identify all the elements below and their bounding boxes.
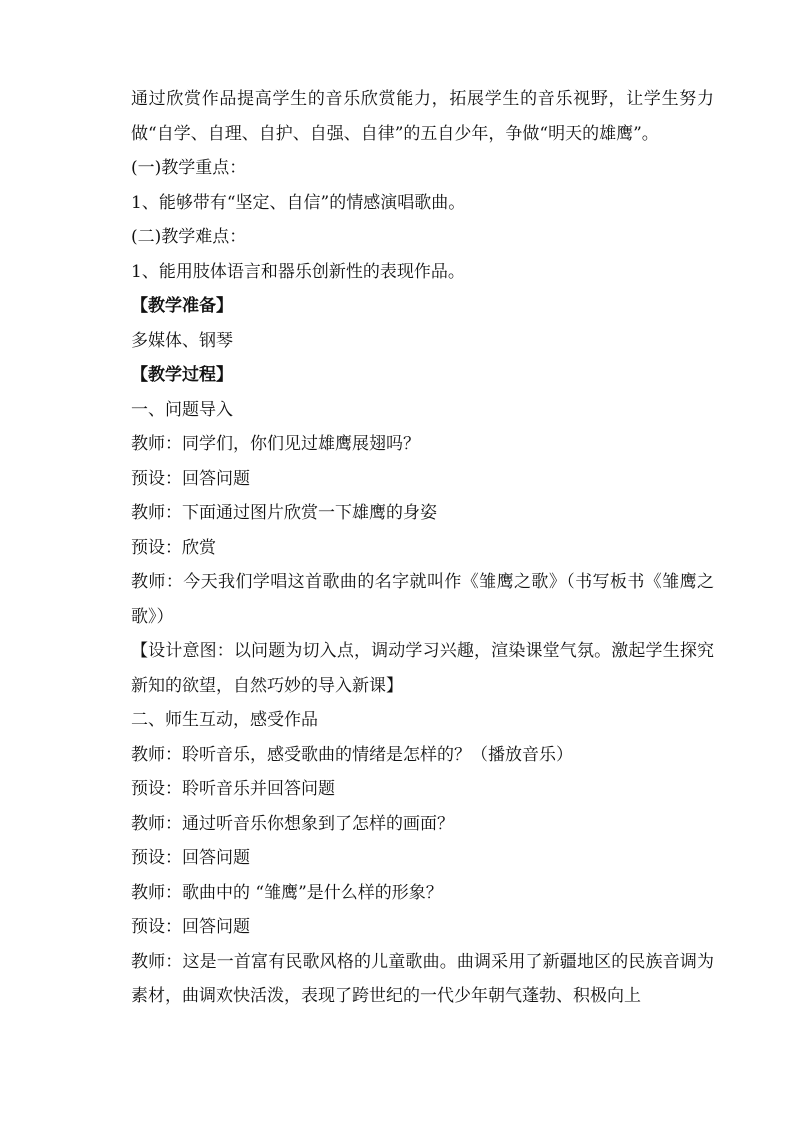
dialogue-line: 预设：回答问题	[131, 468, 250, 489]
preparation-items: 多媒体、钢琴	[131, 330, 233, 351]
dialogue-line: 教师：通过听音乐你想象到了怎样的画面？	[131, 813, 454, 834]
dialogue-line: 预设：回答问题	[131, 848, 250, 868]
heading-teaching-difficulty: (二)教学难点：	[131, 227, 247, 247]
design-intent-note: 【设计意图：以问题为切入点，调动学习兴趣，渲染课堂气氛。激起学生探究新知的欲望，自然巧妙的导入新课】	[131, 641, 714, 696]
step-heading-2: 二、师生互动，感受作品	[131, 710, 318, 730]
dialogue-line: 预设：欣赏	[131, 537, 216, 558]
difficulty-item-1: 1、能用肢体语言和器乐创新性的表现作品。	[131, 261, 465, 282]
section-heading-process: 【教学过程】	[131, 365, 233, 385]
focus-item-1: 1、能够带有“坚定、自信”的情感演唱歌曲。	[131, 192, 466, 213]
dialogue-line: 教师：同学们，你们见过雄鹰展翅吗？	[131, 434, 420, 454]
heading-teaching-focus: (一)教学重点：	[131, 158, 247, 178]
step-heading-1: 一、问题导入	[131, 399, 233, 420]
dialogue-line: 预设：聆听音乐并回答问题	[131, 779, 335, 799]
dialogue-line: 教师：歌曲中的 “雏鹰”是什么样的形象？	[131, 882, 443, 903]
section-heading-preparation: 【教学准备】	[131, 296, 233, 316]
dialogue-line: 教师：今天我们学唱这首歌曲的名字就叫作《雏鹰之歌》（书写板书《雏鹰之歌》）	[131, 572, 714, 627]
dialogue-line: 教师：下面通过图片欣赏一下雄鹰的身姿	[131, 503, 437, 523]
paragraph-objective: 通过欣赏作品提高学生的音乐欣赏能力，拓展学生的音乐视野，让学生努力做“自学、自理、自护、自强、自律”的五自少年，争做“明天的雄鹰”。	[131, 89, 714, 144]
dialogue-line: 教师：聆听音乐，感受歌曲的情绪是怎样的？（播放音乐）	[131, 744, 573, 765]
dialogue-line: 预设：回答问题	[131, 917, 250, 937]
dialogue-line: 教师：这是一首富有民歌风格的儿童歌曲。曲调采用了新疆地区的民族音调为素材，曲调欢快活泼，表现了跨世纪的一代少年朝气蓬勃、积极向上	[131, 951, 714, 1006]
document-body	[96, 82, 714, 1014]
